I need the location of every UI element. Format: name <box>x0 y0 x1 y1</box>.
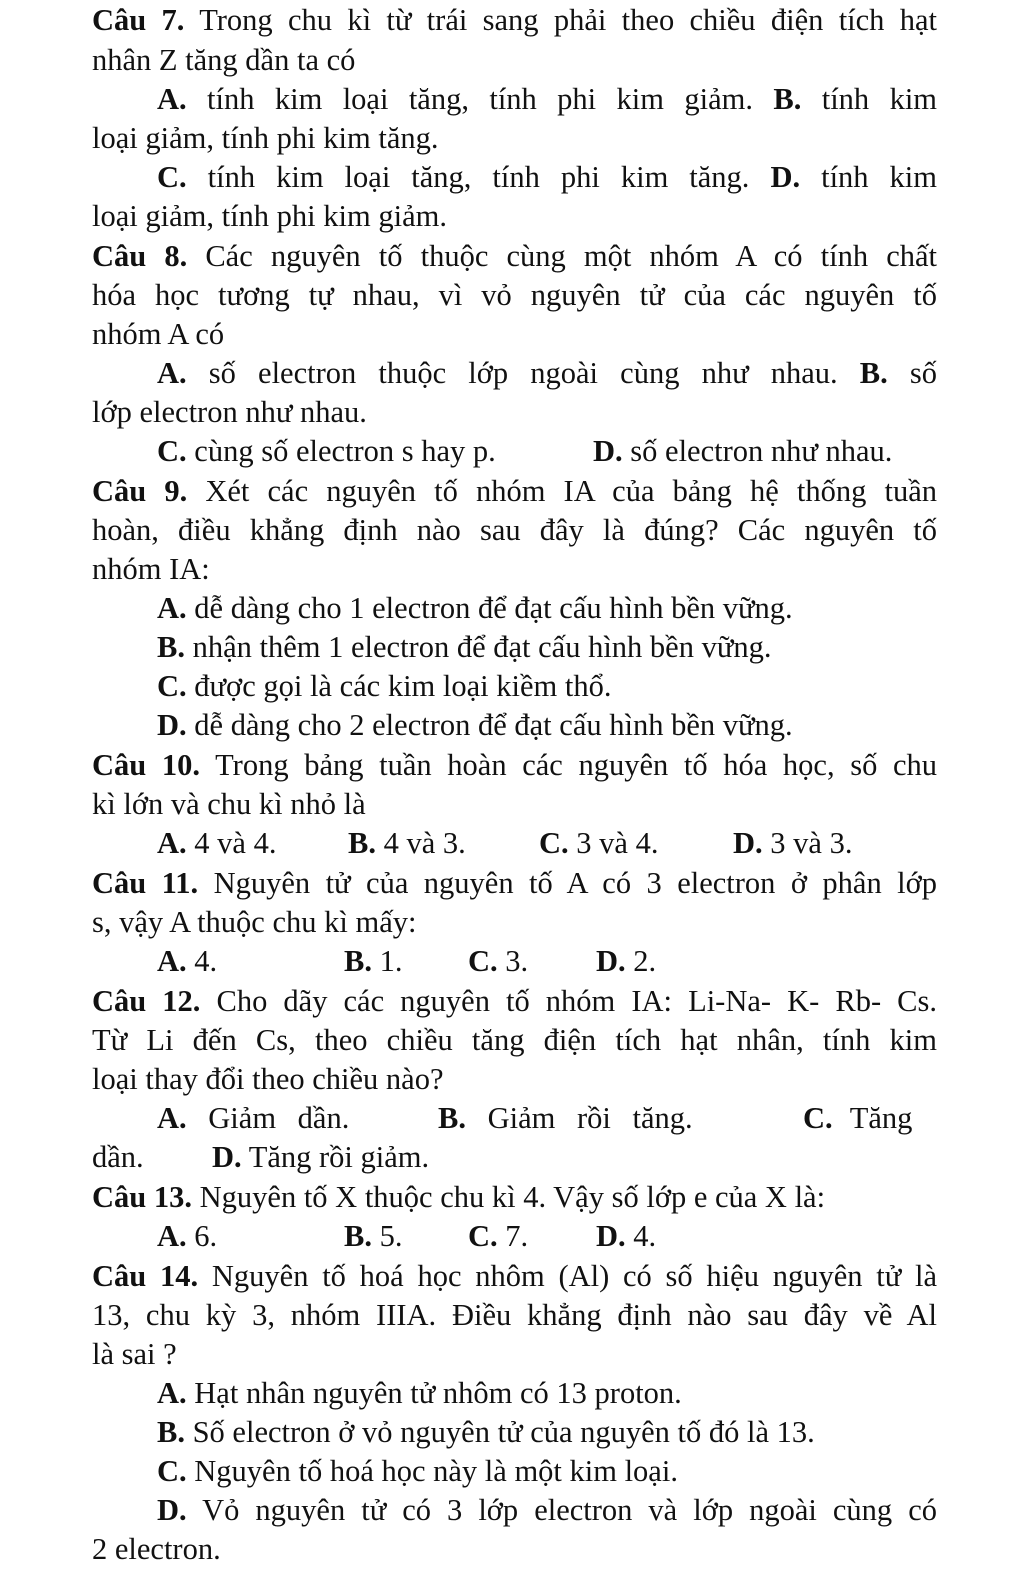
q14-option-a: A. Hạt nhân nguyên tử nhôm có 13 proton. <box>157 1376 682 1410</box>
q10-stem-line-2: kì lớn và chu kì nhỏ là <box>92 787 366 821</box>
q8-option-b: B. số <box>859 356 938 390</box>
q8-number: Câu 8. <box>92 239 188 273</box>
q14-stem-line-3: là sai ? <box>92 1337 177 1371</box>
q10-stem-line-1: Câu 10. Trong bảng tuần hoàn các nguyên tố hóa học, số chu <box>92 748 938 782</box>
q14-option-d: D. Vỏ nguyên tử có 3 lớp electron và lớp ngoài cùng có <box>157 1493 937 1527</box>
q13-option-a: A. 6. <box>157 1219 218 1253</box>
q9-option-c: C. được gọi là các kim loại kiềm thổ. <box>157 669 612 703</box>
q11-number: Câu 11. <box>92 866 199 900</box>
q11-option-b: B. 1. <box>344 944 403 978</box>
q7-option-a: A. tính kim loại tăng, tính phi kim giảm. <box>157 82 753 116</box>
q7-stem-line-2: nhân Z tăng dần ta có <box>92 43 356 77</box>
q8-stem-line-2: hóa học tương tự nhau, vì vỏ nguyên tử của các nguyên tố <box>92 278 937 312</box>
q13-number: Câu 13. <box>92 1180 192 1214</box>
q11-option-a: A. 4. <box>157 944 218 978</box>
q10-option-b: B. 4 và 3. <box>348 826 466 860</box>
q8-stem-line-1: Câu 8. Các nguyên tố thuộc cùng một nhóm A có tính chất <box>92 239 938 273</box>
q8-options-ab <box>157 354 937 393</box>
q14-option-c: C. Nguyên tố hoá học này là một kim loại. <box>157 1454 678 1488</box>
q7-option-b-cont: loại giảm, tính phi kim tăng. <box>92 121 439 155</box>
q9-number: Câu 9. <box>92 474 188 508</box>
q9-stem-line-2: hoàn, điều khẳng định nào sau đây là đúng? Các nguyên tố <box>92 513 937 547</box>
q14-stem-line-2: 13, chu kỳ 3, nhóm IIIA. Điều khẳng định nào sau đây về Al <box>92 1298 937 1332</box>
q10-option-c: C. 3 và 4. <box>539 826 659 860</box>
q9-stem-line-1: Câu 9. Xét các nguyên tố nhóm IA của bảng hệ thống tuần <box>92 474 937 508</box>
q8-stem-line-3: nhóm A có <box>92 317 225 351</box>
q11-stem-line-2: s, vậy A thuộc chu kì mấy: <box>92 905 417 939</box>
q12-option-c: C. Tăng <box>803 1101 913 1135</box>
q14-number: Câu 14. <box>92 1259 199 1293</box>
q7-option-d: D. tính kim <box>770 160 937 194</box>
q12-option-a: A. Giảm dần. <box>157 1101 350 1135</box>
q13-option-d: D. 4. <box>596 1219 657 1253</box>
q12-stem-line-1: Câu 12. Cho dãy các nguyên tố nhóm IA: Li-Na- K- Rb- Cs. <box>92 984 937 1018</box>
q14-option-b: B. Số electron ở vỏ nguyên tử của nguyên tố đó là 13. <box>157 1415 815 1449</box>
q8-option-c: C. cùng số electron s hay p. <box>157 434 496 468</box>
q11-option-d: D. 2. <box>596 944 657 978</box>
q7-option-c: C. tính kim loại tăng, tính phi kim tăng. <box>157 160 750 194</box>
q7-option-d-cont: loại giảm, tính phi kim giảm. <box>92 199 447 233</box>
q7-number: Câu 7. <box>92 3 185 37</box>
q12-option-c-cont: dần. <box>92 1140 144 1174</box>
q8-option-d: D. số electron như nhau. <box>593 434 893 468</box>
q14-stem-line-1: Câu 14. Nguyên tố hoá học nhôm (Al) có số hiệu nguyên tử là <box>92 1259 937 1293</box>
q11-option-c: C. 3. <box>468 944 529 978</box>
q7-option-b: B. tính kim <box>773 82 938 116</box>
q12-stem-line-3: loại thay đổi theo chiều nào? <box>92 1062 444 1096</box>
q8-option-a: A. số electron thuộc lớp ngoài cùng như nhau. <box>157 356 838 390</box>
q12-option-d: D. Tăng rồi giảm. <box>212 1140 430 1174</box>
q14-option-d-cont: 2 electron. <box>92 1532 221 1566</box>
q10-number: Câu 10. <box>92 748 201 782</box>
q13-option-c: C. 7. <box>468 1219 529 1253</box>
q9-stem-line-3: nhóm IA: <box>92 552 210 586</box>
q12-number: Câu 12. <box>92 984 201 1018</box>
q7-stem-line-1: Câu 7. Trong chu kì từ trái sang phải theo chiều điện tích hạt <box>92 3 937 37</box>
q12-option-b: B. Giảm rồi tăng. <box>438 1101 693 1135</box>
q12-stem-line-2: Từ Li đến Cs, theo chiều tăng điện tích hạt nhân, tính kim <box>92 1023 937 1057</box>
q7-options-cd <box>157 158 937 197</box>
q8-option-b-cont: lớp electron như nhau. <box>92 395 367 429</box>
q9-option-d: D. dễ dàng cho 2 electron để đạt cấu hình bền vững. <box>157 708 793 742</box>
q13-option-b: B. 5. <box>344 1219 403 1253</box>
q13-stem-line-1: Câu 13. Nguyên tố X thuộc chu kì 4. Vậy số lớp e của X là: <box>92 1180 826 1214</box>
q7-options-ab <box>157 80 937 119</box>
q9-option-b: B. nhận thêm 1 electron để đạt cấu hình bền vững. <box>157 630 772 664</box>
q10-option-d: D. 3 và 3. <box>733 826 853 860</box>
q10-option-a: A. 4 và 4. <box>157 826 277 860</box>
q11-stem-line-1: Câu 11. Nguyên tử của nguyên tố A có 3 electron ở phân lớp <box>92 866 938 900</box>
q9-option-a: A. dễ dàng cho 1 electron để đạt cấu hình bền vững. <box>157 591 793 625</box>
